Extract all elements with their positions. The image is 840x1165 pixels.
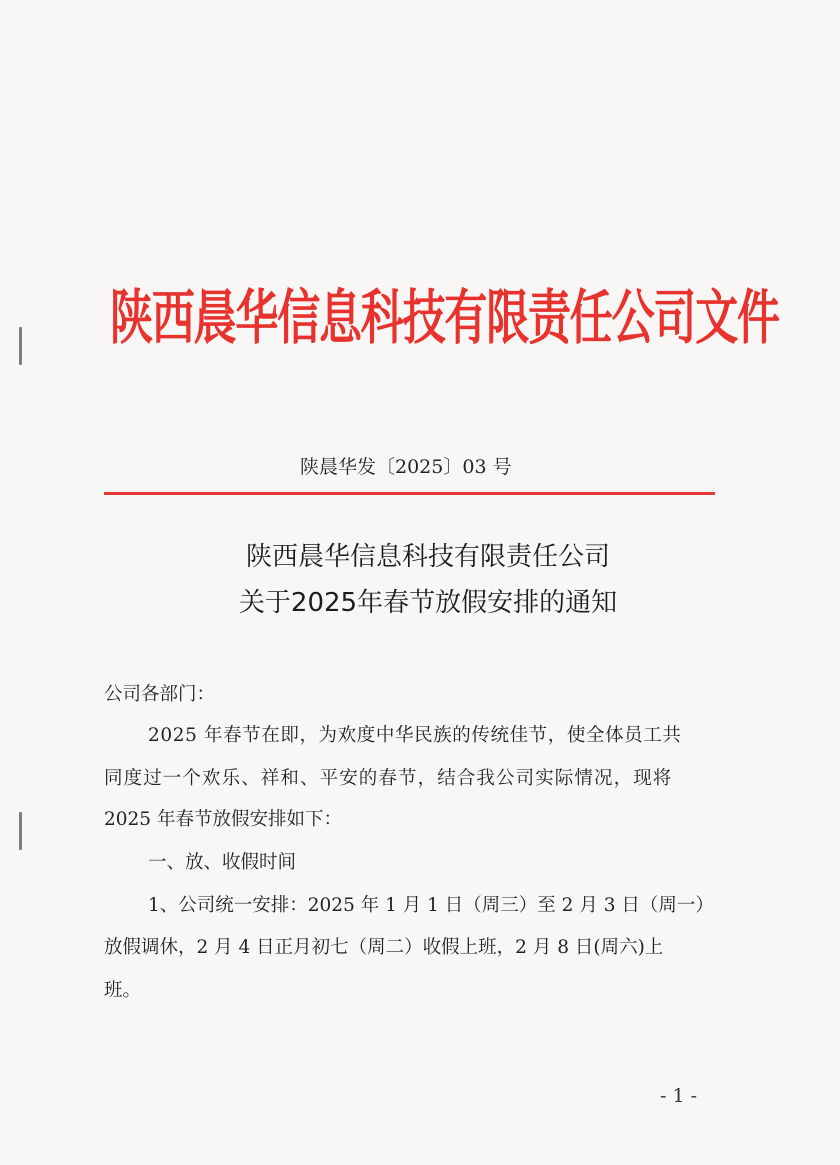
staple-top <box>19 327 22 365</box>
staple-bottom <box>19 812 22 850</box>
paragraph-line: 2025 年春节放假安排如下： <box>104 809 342 830</box>
document-number: 陕晨华发〔2025〕03 号 <box>300 456 512 478</box>
document-header-title: 陕西晨华信息科技有限责任公司文件 <box>110 284 779 354</box>
paragraph-line: 同度过一个欢乐、祥和、平安的春节，结合我公司实际情况，现将 <box>104 768 673 789</box>
item-line: 放假调休，2 月 4 日正月初七（周二）收假上班，2 月 8 日(周六)上 <box>104 937 664 958</box>
notice-title-line1: 陕西晨华信息科技有限责任公司 <box>245 542 610 572</box>
item-line: 1、公司统一安排：2025 年 1 月 1 日（周三）至 2 月 3 日（周一） <box>148 895 714 916</box>
page-number: - 1 - <box>660 1085 698 1107</box>
item-line: 班。 <box>104 980 142 1001</box>
salutation: 公司各部门： <box>104 684 216 705</box>
header-divider <box>104 492 715 495</box>
notice-title-line2: 关于2025年春节放假安排的通知 <box>238 588 618 618</box>
paragraph-line: 2025 年春节在即，为欢度中华民族的传统佳节，使全体员工共 <box>148 725 682 746</box>
section-heading: 一、放、收假时间 <box>148 852 297 873</box>
